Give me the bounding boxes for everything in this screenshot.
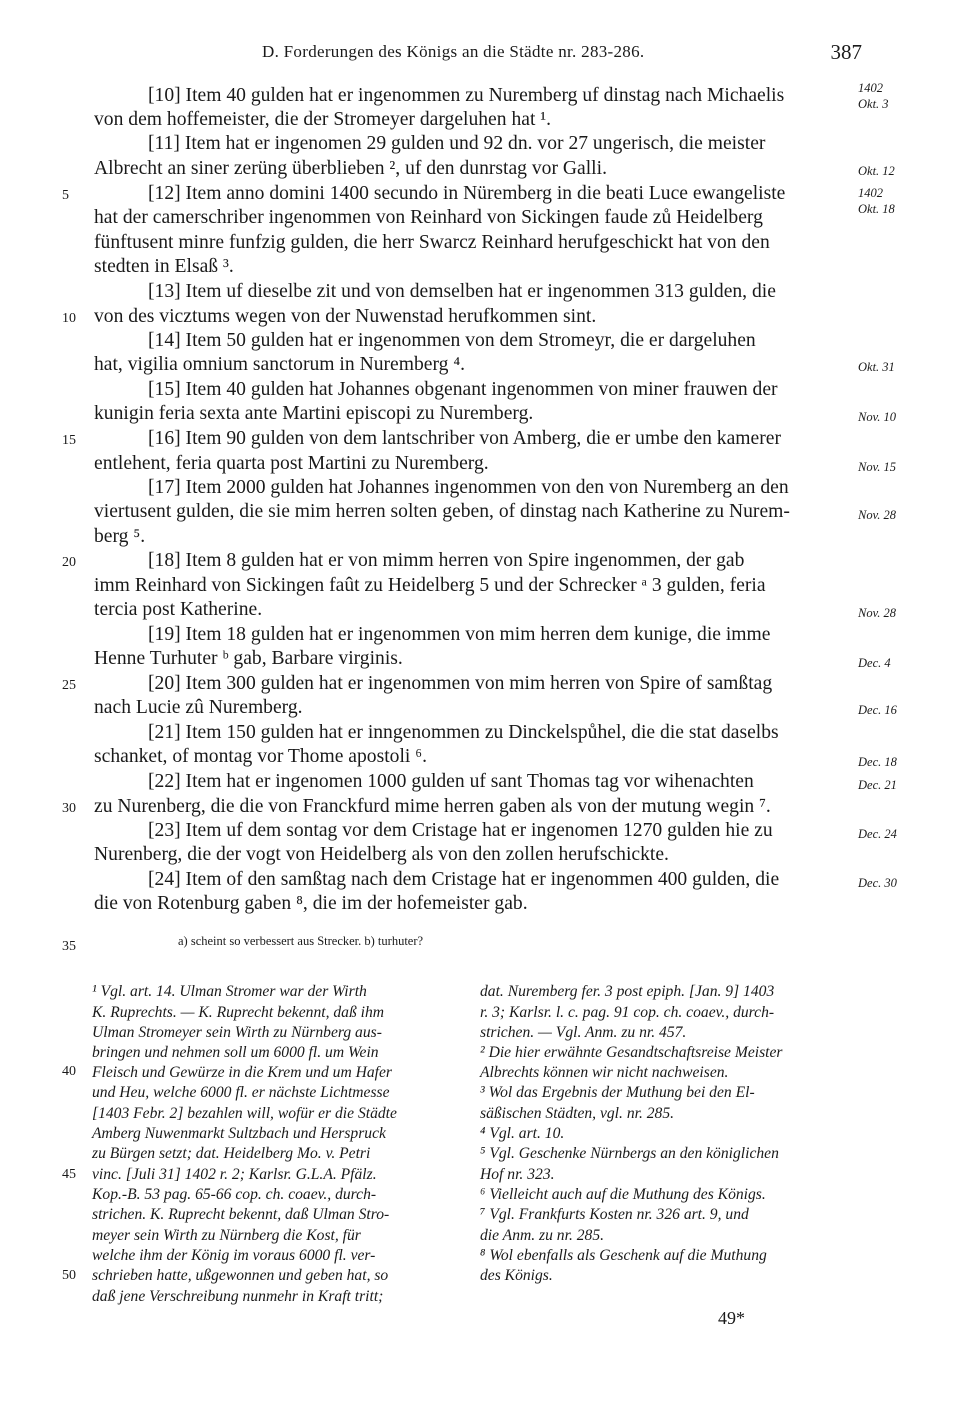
text-line: tercia post Katherine. (94, 599, 263, 620)
line-number: 30 (62, 801, 76, 816)
text-line: nach Lucie zû Nuremberg. (94, 697, 303, 718)
footnote-line: die Anm. zu nr. 285. (480, 1227, 605, 1244)
page-number: 387 (830, 40, 862, 64)
footnote-line: Amberg Nuwenmarkt Sultzbach und Herspruck (92, 1125, 386, 1142)
text-line: von dem hoffemeister, die der Stromeyer dargeluhen hat ¹. (94, 109, 552, 130)
text-line: [20] Item 300 gulden hat er ingenommen von mim herren von Spire of samßtag (148, 673, 773, 694)
footnote-line: säßischen Städten, vgl. nr. 285. (480, 1105, 675, 1122)
footnote-line: ² Die hier erwähnte Gesandtschaftsreise Meister (480, 1044, 783, 1061)
line-number: 45 (62, 1167, 76, 1182)
footnote-line: des Königs. (480, 1267, 553, 1284)
footnote-line: und Heu, welche 6000 fl. er nächste Lichtmesse (92, 1084, 390, 1101)
running-title: D. Forderungen des Königs an die Städte nr. 283-286. (262, 42, 645, 61)
footnote-line: [1403 Febr. 2] bezahlen will, wofür er die Städte (92, 1105, 397, 1122)
footnote-line: Fleisch und Gewürze in die Krem und um Hafer (92, 1064, 392, 1081)
footnote-line: r. 3; Karlsr. l. c. pag. 91 cop. ch. coaev., durch- (480, 1004, 775, 1021)
footnote-line: schrieben hatte, ußgewonnen und geben hat, so (92, 1267, 389, 1284)
line-number: 50 (62, 1268, 76, 1283)
margin-date: Nov. 28 (858, 508, 896, 522)
footnote-line: dat. Nuremberg fer. 3 post epiph. [Jan. 9] 1403 (480, 983, 775, 1000)
footnote-line: Albrechts können wir nicht nachweisen. (480, 1064, 729, 1081)
margin-date: Dec. 16 (858, 703, 897, 717)
footnote-line: ⁵ Vgl. Geschenke Nürnbergs an den königlichen (480, 1145, 779, 1162)
margin-date: 1402 (858, 81, 883, 95)
margin-date: 1402 (858, 186, 883, 200)
margin-date: Dec. 30 (858, 876, 897, 890)
text-line: fünftusent minre funfzig gulden, die herr Swarcz Reinhard herufgeschickt hat von den (94, 232, 770, 253)
footnote-line: K. Ruprechts. — K. Ruprecht bekennt, daß ihm (92, 1004, 385, 1021)
footnote-line: Kop.-B. 53 pag. 65-66 cop. ch. coaev., durch- (92, 1186, 377, 1203)
footnote-line: meyer sein Wirth zu Nürnberg die Kost, für (92, 1227, 361, 1244)
margin-date: Nov. 28 (858, 606, 896, 620)
text-line: viertusent gulden, die sie mim herren solten geben, of dinstag nach Katherine zu Nurem- (94, 501, 790, 522)
margin-date: Dec. 21 (858, 778, 897, 792)
footnote-line: ⁶ Vielleicht auch auf die Muthung des Königs. (480, 1186, 766, 1203)
footnote-line: strichen. K. Ruprecht bekennt, daß Ulman Stro- (92, 1206, 390, 1223)
margin-date: Okt. 31 (858, 360, 895, 374)
text-line: [22] Item hat er ingenomen 1000 gulden uf sant Thomas tag vor wihenachten (148, 771, 754, 792)
text-line: [15] Item 40 gulden hat Johannes obgenant ingenommen von miner frauwen der (148, 379, 778, 400)
text-line: entlehent, feria quarta post Martini zu Nuremberg. (94, 453, 489, 474)
footnote-line: ⁴ Vgl. art. 10. (480, 1125, 565, 1142)
footnote-line: welche ihm der König im voraus 6000 fl. ver- (92, 1247, 376, 1264)
line-number: 10 (62, 311, 76, 326)
text-line: [13] Item uf dieselbe zit und von demselben hat er ingenommen 313 gulden, die (148, 281, 776, 302)
footnote-line: vinc. [Juli 31] 1402 r. 2; Karlsr. G.L.A. Pfälz. (92, 1166, 377, 1183)
text-line: [19] Item 18 gulden hat er ingenommen von mim herren dem kunige, die imme (148, 624, 771, 645)
text-line: [14] Item 50 gulden hat er ingenommen von dem Stromeyr, die er dargeluhen (148, 330, 756, 351)
page-header (0, 40, 960, 70)
text-line: die von Rotenburg gaben ⁸, die im der hofemeister gab. (94, 893, 528, 914)
margin-date: Dec. 18 (858, 755, 897, 769)
footnote-line: ⁸ Wol ebenfalls als Geschenk auf die Muthung (480, 1247, 767, 1264)
line-number: 15 (62, 433, 76, 448)
text-line: hat, vigilia omnium sanctorum in Nuremberg ⁴. (94, 354, 466, 375)
margin-date: Okt. 12 (858, 164, 895, 178)
text-line: Nurenberg, die der vogt von Heidelberg als von den zollen herufschickte. (94, 844, 669, 865)
text-line: hat der camerschriber ingenommen von Reinhard von Sickingen faude zů Heidelberg (94, 207, 763, 228)
text-line: Albrecht an siner zerüng überblieben ², uf den dunrstag vor Galli. (94, 158, 607, 179)
text-line: von des vicztums wegen von der Nuwenstad herufkommen sint. (94, 306, 597, 327)
line-number: 25 (62, 678, 76, 693)
footnote-line: Hof nr. 323. (480, 1166, 555, 1183)
text-line: [21] Item 150 gulden hat er inngenommen zu Dinckelspůhel, die die stat daselbs (148, 722, 779, 743)
text-line: zu Nurenberg, die die von Franckfurd mime herren gaben als von der mutung wegin ⁷. (94, 796, 771, 817)
line-number: 40 (62, 1064, 76, 1079)
footnote-line: Ulman Stromeyer sein Wirth zu Nürnberg aus- (92, 1024, 382, 1041)
text-line: [24] Item of den samßtag nach dem Cristage hat er ingenommen 400 gulden, die (148, 869, 780, 890)
text-line: [17] Item 2000 gulden hat Johannes ingenommen von den von Nuremberg an den (148, 477, 789, 498)
text-line: schanket, of montag vor Thome apostoli ⁶. (94, 746, 427, 767)
footnote-line: bringen und nehmen soll um 6000 fl. um Wein (92, 1044, 379, 1061)
margin-date: Nov. 15 (858, 460, 896, 474)
margin-date: Okt. 3 (858, 97, 889, 111)
line-number: 20 (62, 555, 76, 570)
text-line: stedten in Elsaß ³. (94, 256, 234, 277)
margin-date: Nov. 10 (858, 410, 896, 424)
footnote-line: zu Bürgen setzt; dat. Heidelberg Mo. v. Petri (92, 1145, 371, 1162)
text-line: kunigin feria sexta ante Martini episcopi zu Nuremberg. (94, 403, 534, 424)
footnote-line: ¹ Vgl. art. 14. Ulman Stromer war der Wirth (92, 983, 367, 1000)
margin-date: Okt. 18 (858, 202, 895, 216)
text-line: [12] Item anno domini 1400 secundo in Nüremberg in die beati Luce ewangeliste (148, 183, 786, 204)
text-line: [10] Item 40 gulden hat er ingenommen zu Nuremberg uf dinstag nach Michaelis (148, 85, 785, 106)
margin-date: Dec. 4 (858, 656, 891, 670)
text-line: [11] Item hat er ingenomen 29 gulden und 92 dn. vor 27 ungerisch, die meister (148, 133, 766, 154)
signature-mark: 49* (718, 1308, 745, 1328)
line-number: 35 (62, 939, 76, 954)
text-line: [16] Item 90 gulden von dem lantschriber von Amberg, die er umbe den kamerer (148, 428, 781, 449)
footnote-line: daß jene Verschreibung nunmehr in Kraft tritt; (92, 1288, 384, 1305)
text-line: Henne Turhuter ᵇ gab, Barbare virginis. (94, 648, 403, 669)
text-line: [23] Item uf dem sontag vor dem Cristage hat er ingenomen 1270 gulden hie zu (148, 820, 773, 841)
footnote-line: ⁷ Vgl. Frankfurts Kosten nr. 326 art. 9, und (480, 1206, 749, 1223)
text-line: berg ⁵. (94, 526, 146, 547)
text-line: [18] Item 8 gulden hat er von mimm herren von Spire ingenommen, der gab (148, 550, 745, 571)
line-number: 5 (62, 188, 69, 203)
text-line: imm Reinhard von Sickingen faût zu Heidelberg 5 und der Schrecker ᵃ 3 gulden, feria (94, 575, 766, 596)
footnote-line: ³ Wol das Ergebnis der Muthung bei den El- (480, 1084, 755, 1101)
variant-note: a) scheint so verbessert aus Strecker. b) turhuter? (178, 934, 424, 948)
margin-date: Dec. 24 (858, 827, 897, 841)
footnote-line: strichen. — Vgl. Anm. zu nr. 457. (480, 1024, 687, 1041)
